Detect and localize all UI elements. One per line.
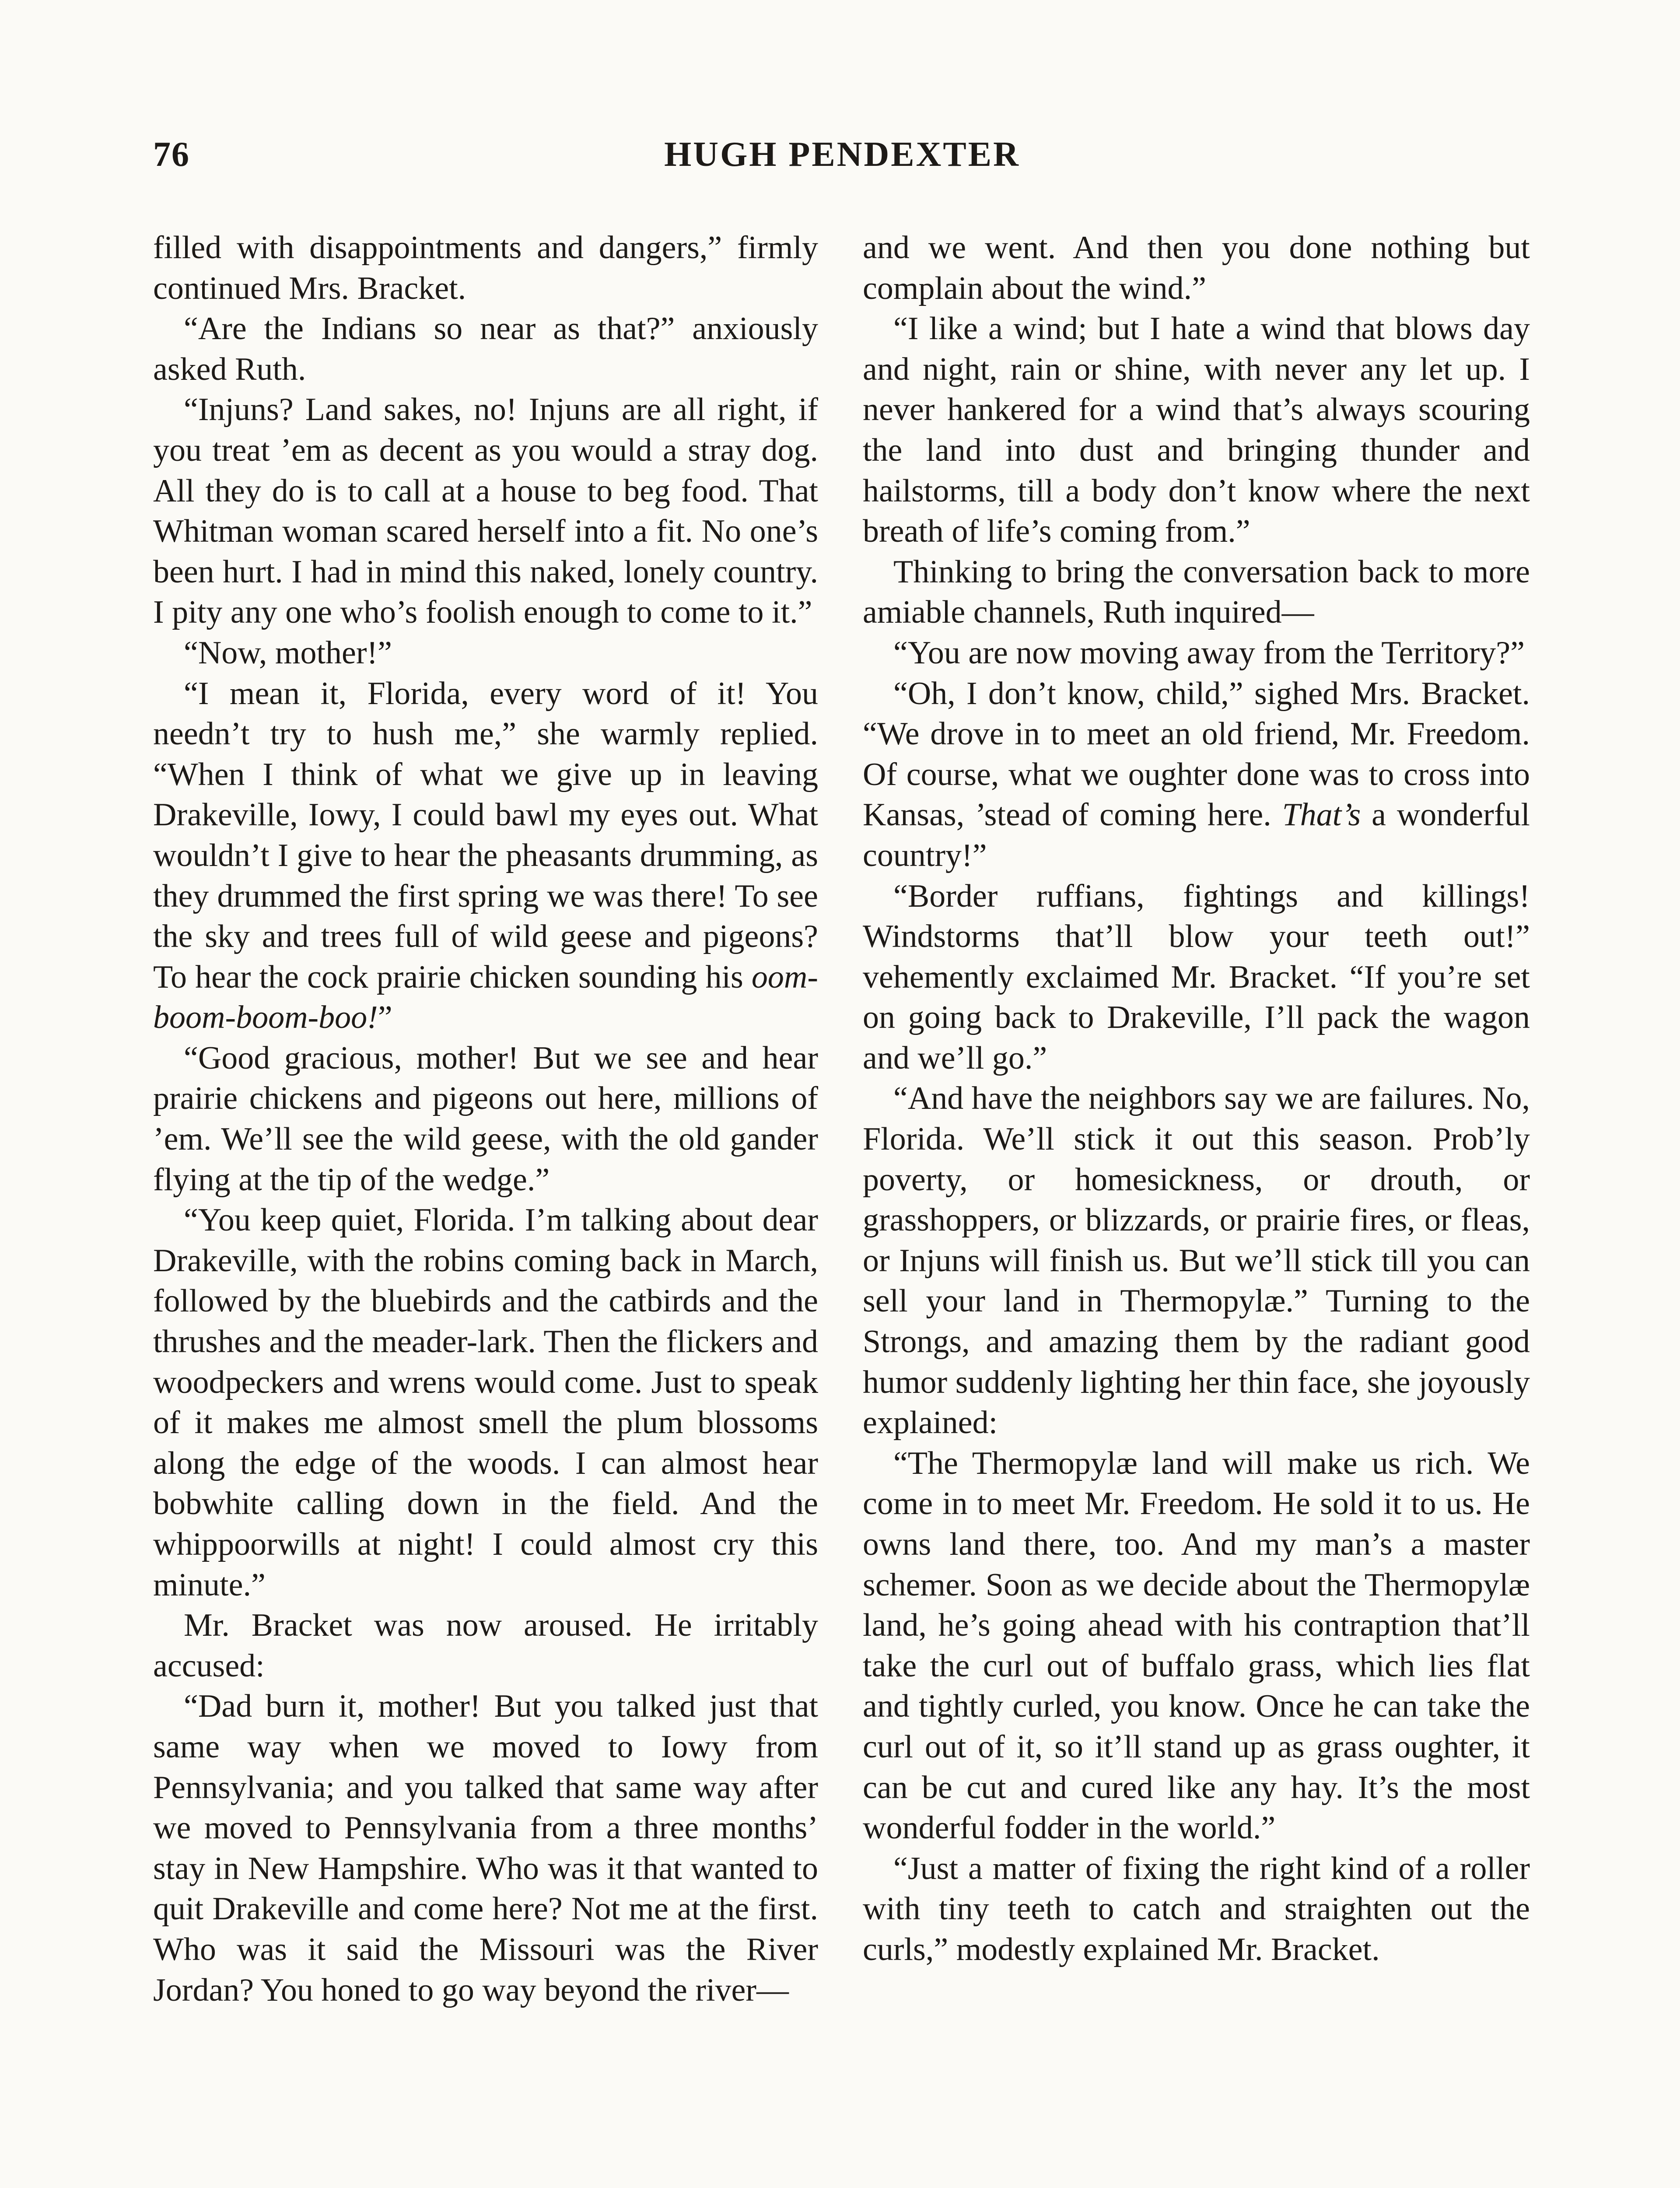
text-run: “Injuns? Land sakes, no! Injuns are all right, if you treat ’em as decent as you would a stray dog. All they do is to call at a house to beg food. That Whitman woman scared herself into a fit. No one’s been hurt. I had in mind this naked, lonely country. I pity any one who’s foolish enough to come to it.” [153, 392, 818, 631]
italic-text: That’s [1282, 797, 1361, 833]
running-head: HUGH PENDEXTER [664, 135, 1020, 174]
text-run: “I like a wind; but I hate a wind that blows day and night, rain or shine, with never any let up. I never hankered for a wind that’s always scouring the land into dust and bringing thunder and hailstorms, till a body don’t know where the next breath of life’s coming from.” [863, 311, 1530, 550]
paragraph [153, 673, 818, 1038]
left-column [153, 228, 818, 2010]
text-run: a wonderful country!” [863, 797, 1530, 873]
paragraph [863, 552, 1530, 633]
text-run: “Now, mother!” [184, 635, 392, 671]
paragraph [863, 876, 1530, 1079]
text-run: “And have the neighbors say we are failures. No, Florida. We’ll stick it out this season. Prob’ly poverty, or homesickness, or drouth, or grasshoppers, or blizzards, or prairie fires, or fleas, or Injuns will finish us. But we’ll stick till you can sell your land in Thermopylæ.” Turning to the Strongs, and amazing them by the radiant good humor suddenly lighting her thin face, she joyously explained: [863, 1080, 1530, 1441]
text-run: “Border ruffians, fightings and killings! Windstorms that’ll blow your teeth out!” vehemently exclaimed Mr. Bracket. “If you’re set on going back to Drakeville, I’ll pack the wagon and we’ll go.” [863, 878, 1530, 1076]
paragraph [863, 228, 1530, 309]
paragraph [153, 1605, 818, 1686]
text-run: “Oh, I don’t know, child,” sighed Mrs. Bracket. “We drove in to meet an old friend, Mr. Freedom. Of course, what we oughter done was to cross into Kansas, ’stead of coming here. [863, 675, 1530, 833]
paragraph [863, 673, 1530, 876]
paragraph [153, 1038, 818, 1200]
paragraph [863, 1443, 1530, 1848]
text-run: “I mean it, Florida, every word of it! You needn’t try to hush me,” she warmly replied. “When I think of what we give up in leaving Drakeville, Iowy, I could bawl my eyes out. What wouldn’t I give to hear the pheasants drumming, as they drummed the first spring we was there! To see the sky and trees full of wild geese and pigeons? To hear the cock prairie chicken sounding his [153, 675, 818, 995]
paragraph [153, 309, 818, 389]
text-run: “The Thermopylæ land will make us rich. We come in to meet Mr. Freedom. He sold it to us. He owns land there, too. And my man’s a master schemer. Soon as we decide about the Thermopylæ land, he’s going ahead with his contraption that’ll take the curl out of buffalo grass, which lies flat and tightly curled, you know. Once he can take the curl out of it, so it’ll stand up as grass oughter, it can be cut and cured like any hay. It’s the most wonderful fodder in the world.” [863, 1445, 1530, 1846]
text-run: and we went. And then you done nothing but complain about the wind.” [863, 230, 1530, 306]
page-number: 76 [153, 135, 190, 174]
paragraph [153, 228, 818, 309]
paragraph [863, 633, 1530, 673]
text-run: ” [378, 999, 392, 1036]
paragraph [153, 389, 818, 633]
right-column [863, 228, 1530, 1970]
text-run: “Just a matter of fixing the right kind of a roller with tiny teeth to catch and straighten out the curls,” modestly explained Mr. Bracket. [863, 1850, 1530, 1967]
paragraph [863, 309, 1530, 552]
page-header [153, 135, 1531, 187]
text-run: “Good gracious, mother! But we see and hear prairie chickens and pigeons out here, millions of ’em. We’ll see the wild geese, with the old gander flying at the tip of the wedge.” [153, 1040, 818, 1198]
paragraph [863, 1078, 1530, 1443]
text-run: “Are the Indians so near as that?” anxiously asked Ruth. [153, 311, 818, 387]
paragraph [863, 1848, 1530, 1970]
text-run: “You keep quiet, Florida. I’m talking about dear Drakeville, with the robins coming back in March, followed by the bluebirds and the catbirds and the thrushes and the meader-lark. Then the flickers and woodpeckers and wrens would come. Just to speak of it makes me almost smell the plum blossoms along the edge of the woods. I can almost hear bobwhite calling down in the field. And the whippoorwills at night! I could almost cry this minute.” [153, 1202, 818, 1603]
italic-text: oom-boom-boom-boo! [153, 959, 818, 1036]
text-run: “You are now moving away from the Territory?” [893, 635, 1525, 671]
text-run: Mr. Bracket was now aroused. He irritably accused: [153, 1607, 818, 1684]
paragraph [153, 633, 818, 673]
paragraph [153, 1686, 818, 2010]
text-run: filled with disappointments and dangers,” firmly continued Mrs. Bracket. [153, 230, 818, 306]
text-run: “Dad burn it, mother! But you talked just that same way when we moved to Iowy from Pennsylvania; and you talked that same way after we moved to Pennsylvania from a three months’ stay in New Hampshire. Who was it that wanted to quit Drakeville and come here? Not me at the first. Who was it said the Missouri was the River Jordan? You honed to go way beyond the river— [153, 1688, 818, 2008]
paragraph [153, 1200, 818, 1605]
text-run: Thinking to bring the conversation back to more amiable channels, Ruth inquired— [863, 554, 1530, 631]
